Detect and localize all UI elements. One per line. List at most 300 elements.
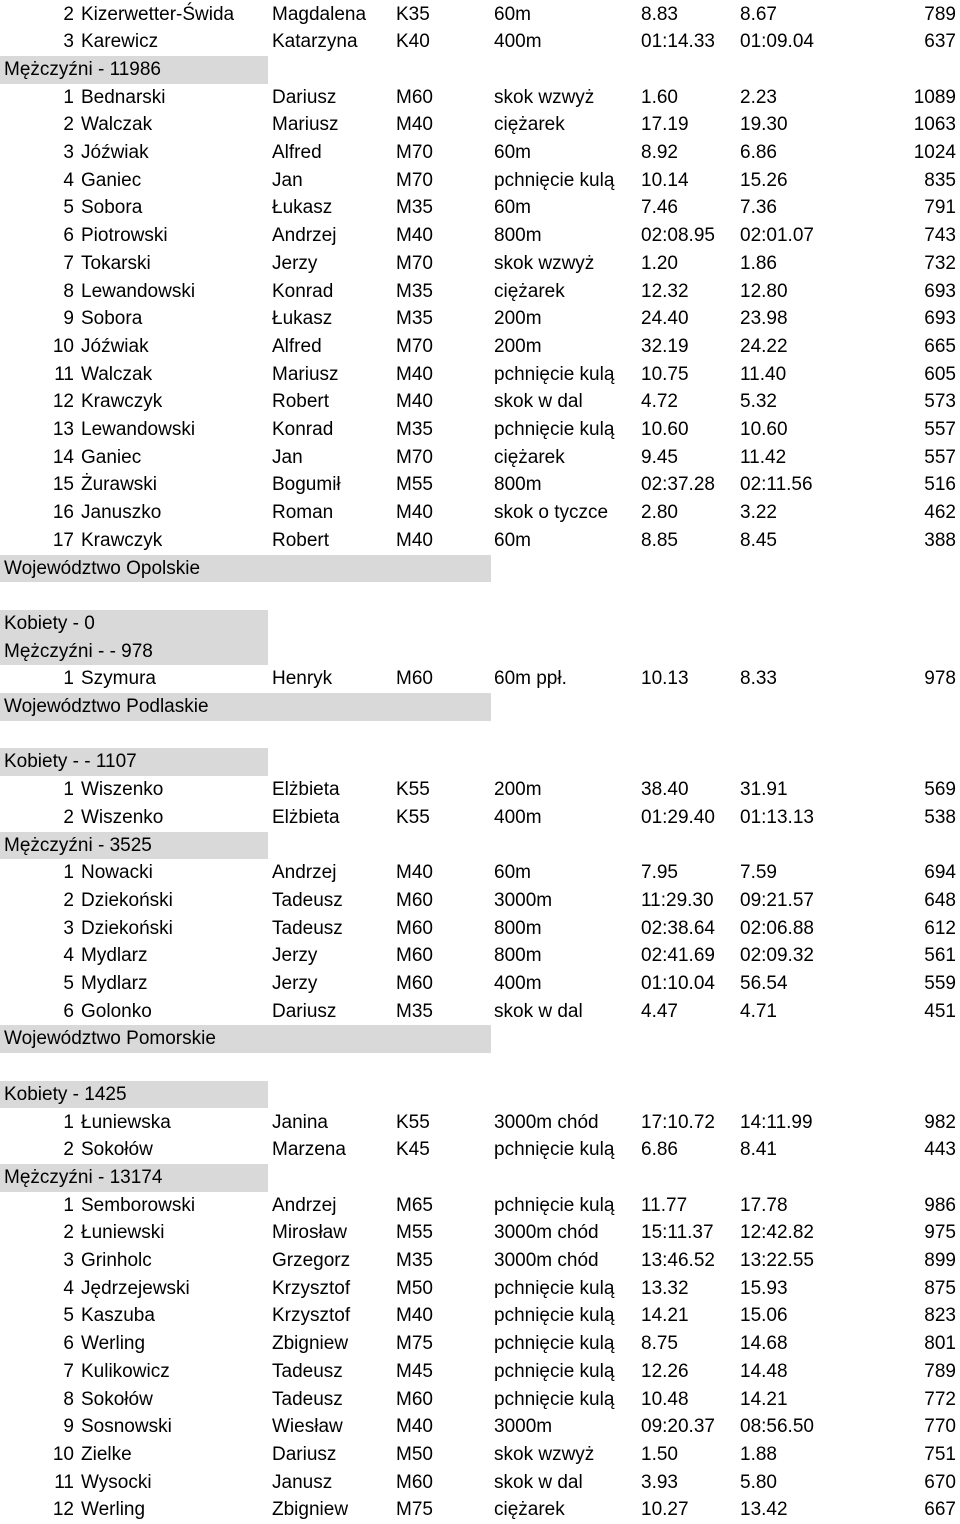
table-row <box>0 250 960 278</box>
rank-number: 16 <box>52 502 74 524</box>
age-graded-result: 02:09.32 <box>740 945 814 967</box>
event-name: pchnięcie kulą <box>494 1360 615 1382</box>
points: 823 <box>924 1305 956 1327</box>
event-name: pchnięcie kulą <box>494 363 615 385</box>
age-graded-result: 14:11.99 <box>740 1111 813 1133</box>
first-name: Tadeusz <box>272 1360 343 1382</box>
rank-number: 17 <box>52 529 74 551</box>
points: 388 <box>924 529 956 551</box>
event-name: 200m <box>494 779 542 801</box>
age-category: M40 <box>396 1416 433 1438</box>
result: 24.40 <box>641 308 689 330</box>
last-name: Żurawski <box>81 474 158 496</box>
group-header <box>0 638 960 666</box>
first-name: Robert <box>272 391 330 413</box>
last-name: Kizerwetter-Świda <box>81 3 235 25</box>
age-graded-result: 6.86 <box>740 142 777 163</box>
table-row <box>0 1413 960 1441</box>
rank-number: 3 <box>63 917 74 939</box>
event-name: 200m <box>494 308 542 330</box>
first-name: Andrzej <box>272 225 337 247</box>
result: 4.72 <box>641 391 678 413</box>
result: 11.77 <box>641 1194 688 1216</box>
last-name: Januszko <box>81 502 162 524</box>
age-graded-result: 2.23 <box>740 86 777 108</box>
result: 10.60 <box>641 419 689 440</box>
table-row <box>0 499 960 527</box>
last-name: Walczak <box>81 363 153 385</box>
table-row <box>0 388 960 416</box>
age-category: M40 <box>396 502 433 524</box>
age-graded-result: 15.26 <box>740 169 788 191</box>
result: 8.83 <box>641 3 678 25</box>
table-row <box>0 1192 960 1220</box>
event-name: 3000m chód <box>494 1222 599 1244</box>
event-name: skok w dal <box>494 391 583 413</box>
rank-number: 9 <box>63 308 74 330</box>
age-graded-result: 8.33 <box>740 668 777 690</box>
rank-number: 3 <box>63 31 74 53</box>
rank-number: 5 <box>63 973 74 994</box>
age-graded-result: 14.21 <box>740 1388 788 1410</box>
event-name: skok w dal <box>494 1471 583 1493</box>
group-label: Mężczyźni - 13174 <box>4 1166 163 1188</box>
result: 17.19 <box>641 114 689 136</box>
first-name: Dariusz <box>272 86 337 108</box>
last-name: Bednarski <box>81 86 166 108</box>
table-row <box>0 84 960 112</box>
age-category: M75 <box>396 1499 433 1521</box>
first-name: Wiesław <box>272 1416 343 1438</box>
region-label: Województwo Opolskie <box>4 557 201 579</box>
event-name: 60m ppł. <box>494 668 567 690</box>
last-name: Golonko <box>81 1000 152 1022</box>
result: 17:10.72 <box>641 1111 715 1133</box>
result: 1.20 <box>641 252 678 274</box>
age-graded-result: 8.41 <box>740 1139 777 1161</box>
points: 743 <box>924 225 956 247</box>
age-graded-result: 31.91 <box>740 779 788 801</box>
age-category: M40 <box>396 529 433 551</box>
first-name: Elżbieta <box>272 779 340 801</box>
rank-number: 8 <box>63 280 74 302</box>
age-category: K40 <box>396 31 430 53</box>
event-name: 400m <box>494 31 542 53</box>
event-name: skok wzwyż <box>494 252 595 274</box>
event-name: skok o tyczce <box>494 502 609 524</box>
points: 875 <box>924 1277 956 1299</box>
table-row <box>0 887 960 915</box>
rank-number: 5 <box>63 197 74 219</box>
blank-row <box>0 721 960 749</box>
age-graded-result: 15.93 <box>740 1277 788 1299</box>
age-category: M60 <box>396 945 433 967</box>
age-graded-result: 17.78 <box>740 1194 788 1216</box>
rank-number: 10 <box>52 1443 74 1465</box>
points: 569 <box>924 779 956 801</box>
result: 6.86 <box>641 1139 678 1161</box>
age-graded-result: 01:13.13 <box>740 806 814 828</box>
age-category: M60 <box>396 86 433 108</box>
points: 1089 <box>913 86 956 108</box>
first-name: Grzegorz <box>272 1250 351 1271</box>
points: 835 <box>924 169 956 191</box>
first-name: Roman <box>272 502 334 524</box>
result: 8.75 <box>641 1333 678 1355</box>
points: 693 <box>924 280 956 302</box>
result: 10.27 <box>641 1499 689 1521</box>
points: 801 <box>924 1333 956 1355</box>
last-name: Łuniewski <box>81 1222 165 1244</box>
result: 02:41.69 <box>641 945 715 967</box>
age-category: M60 <box>396 917 433 939</box>
result: 10.75 <box>641 363 689 385</box>
last-name: Karewicz <box>81 31 159 53</box>
points: 612 <box>924 917 956 939</box>
age-graded-result: 7.59 <box>740 862 777 884</box>
first-name: Krzysztof <box>272 1277 351 1299</box>
table-row <box>0 1247 960 1275</box>
result: 12.32 <box>641 280 689 302</box>
result: 10.14 <box>641 169 689 191</box>
group-label: Kobiety - - 1107 <box>4 751 137 773</box>
rank-number: 5 <box>63 1305 74 1327</box>
table-row <box>0 665 960 693</box>
result: 3.93 <box>641 1471 678 1493</box>
last-name: Mydlarz <box>81 945 148 967</box>
table-row <box>0 1358 960 1386</box>
first-name: Zbigniew <box>272 1499 349 1521</box>
age-graded-result: 19.30 <box>740 114 788 136</box>
first-name: Robert <box>272 529 330 551</box>
age-graded-result: 11.40 <box>740 363 787 385</box>
event-name: pchnięcie kulą <box>494 1333 615 1355</box>
group-label: Mężczyźni - - 978 <box>4 640 153 662</box>
table-row <box>0 970 960 998</box>
points: 665 <box>924 335 956 357</box>
event-name: ciężarek <box>494 114 565 136</box>
age-category: M70 <box>396 446 433 468</box>
rank-number: 14 <box>52 446 74 468</box>
table-row <box>0 942 960 970</box>
age-graded-result: 5.32 <box>740 391 777 413</box>
rank-number: 1 <box>63 1194 74 1216</box>
first-name: Tadeusz <box>272 889 343 911</box>
event-name: 60m <box>494 862 531 884</box>
age-category: M40 <box>396 391 433 413</box>
points: 732 <box>924 252 956 274</box>
result: 1.50 <box>641 1443 678 1465</box>
region-label: Województwo Podlaskie <box>4 696 209 717</box>
age-graded-result: 14.68 <box>740 1333 788 1355</box>
age-graded-result: 7.36 <box>740 197 777 219</box>
points: 538 <box>924 806 956 828</box>
event-name: 400m <box>494 806 542 828</box>
first-name: Alfred <box>272 335 322 357</box>
age-category: M40 <box>396 114 433 136</box>
age-graded-result: 08:56.50 <box>740 1416 814 1438</box>
first-name: Henryk <box>272 668 333 690</box>
last-name: Wiszenko <box>81 806 164 828</box>
age-graded-result: 14.48 <box>740 1360 788 1382</box>
age-category: M40 <box>396 363 433 385</box>
rank-number: 15 <box>52 474 74 496</box>
last-name: Nowacki <box>81 862 153 884</box>
points: 770 <box>924 1416 956 1438</box>
event-name: 800m <box>494 917 542 939</box>
points: 772 <box>924 1388 956 1410</box>
rank-number: 2 <box>63 3 74 25</box>
age-category: M55 <box>396 1222 433 1244</box>
age-category: K45 <box>396 1139 430 1161</box>
result: 01:29.40 <box>641 806 715 828</box>
first-name: Janusz <box>272 1471 333 1493</box>
first-name: Konrad <box>272 419 334 440</box>
event-name: ciężarek <box>494 1499 565 1521</box>
result: 2.80 <box>641 502 678 524</box>
last-name: Dziekoński <box>81 889 173 911</box>
table-row <box>0 333 960 361</box>
rank-number: 1 <box>63 86 74 108</box>
table-row <box>0 1441 960 1469</box>
result: 7.95 <box>641 862 678 884</box>
last-name: Kulikowicz <box>81 1360 170 1382</box>
result: 8.92 <box>641 142 678 163</box>
table-row <box>0 1109 960 1137</box>
result: 01:14.33 <box>641 31 715 53</box>
group-header <box>0 832 960 860</box>
last-name: Jóźwiak <box>81 335 149 357</box>
age-category: M40 <box>396 862 433 884</box>
rank-number: 8 <box>63 1388 74 1410</box>
event-name: 3000m chód <box>494 1111 599 1133</box>
age-category: M60 <box>396 889 433 911</box>
last-name: Tokarski <box>81 252 151 274</box>
age-graded-result: 8.67 <box>740 3 777 25</box>
table-row <box>0 915 960 943</box>
age-category: M40 <box>396 1305 433 1327</box>
age-graded-result: 02:06.88 <box>740 917 814 939</box>
group-label: Kobiety - 1425 <box>4 1083 127 1105</box>
age-graded-result: 1.88 <box>740 1443 777 1465</box>
age-category: M70 <box>396 252 433 274</box>
last-name: Kaszuba <box>81 1305 155 1327</box>
points: 1063 <box>913 114 956 136</box>
group-label: Mężczyźni - 3525 <box>4 834 152 856</box>
rank-number: 1 <box>63 668 74 690</box>
age-category: M35 <box>396 280 433 302</box>
age-category: K55 <box>396 1111 430 1133</box>
table-row <box>0 28 960 56</box>
table-row <box>0 471 960 499</box>
rank-number: 12 <box>52 1499 74 1521</box>
age-graded-result: 10.60 <box>740 419 788 440</box>
region-header <box>0 693 960 721</box>
event-name: pchnięcie kulą <box>494 169 615 191</box>
first-name: Tadeusz <box>272 917 343 939</box>
event-name: pchnięcie kulą <box>494 1139 615 1161</box>
first-name: Konrad <box>272 280 334 302</box>
age-graded-result: 24.22 <box>740 335 788 357</box>
first-name: Andrzej <box>272 1194 337 1216</box>
event-name: 60m <box>494 142 531 163</box>
points: 557 <box>924 419 956 440</box>
event-name: pchnięcie kulą <box>494 419 615 440</box>
points: 443 <box>924 1139 956 1161</box>
rank-number: 3 <box>63 1250 74 1271</box>
age-graded-result: 15.06 <box>740 1305 788 1327</box>
table-row <box>0 1469 960 1497</box>
group-label: Kobiety - 0 <box>4 612 95 634</box>
last-name: Lewandowski <box>81 280 196 302</box>
event-name: 3000m <box>494 1416 553 1438</box>
age-category: M35 <box>396 197 433 219</box>
result: 1.60 <box>641 86 678 108</box>
table-row <box>0 776 960 804</box>
result: 02:38.64 <box>641 917 715 939</box>
points: 978 <box>924 668 956 690</box>
rank-number: 4 <box>63 169 74 191</box>
rank-number: 9 <box>63 1416 74 1438</box>
first-name: Zbigniew <box>272 1333 349 1355</box>
first-name: Mariusz <box>272 114 339 136</box>
first-name: Mirosław <box>272 1222 347 1244</box>
result: 10.13 <box>641 668 689 690</box>
rank-number: 6 <box>63 1333 74 1355</box>
result: 15:11.37 <box>641 1222 714 1244</box>
region-header <box>0 1025 960 1053</box>
event-name: pchnięcie kulą <box>494 1388 615 1410</box>
first-name: Tadeusz <box>272 1388 343 1410</box>
last-name: Werling <box>81 1499 146 1521</box>
age-graded-result: 02:01.07 <box>740 225 814 247</box>
rank-number: 2 <box>63 1222 74 1244</box>
points: 573 <box>924 391 956 413</box>
age-graded-result: 3.22 <box>740 502 777 524</box>
table-row <box>0 1 960 29</box>
group-label: Mężczyźni - 11986 <box>4 58 161 80</box>
age-category: K35 <box>396 3 430 25</box>
last-name: Wiszenko <box>81 779 164 801</box>
last-name: Łuniewska <box>81 1111 171 1133</box>
rank-number: 11 <box>54 363 74 385</box>
points: 559 <box>924 973 956 994</box>
first-name: Alfred <box>272 142 322 163</box>
event-name: 400m <box>494 973 542 994</box>
last-name: Ganiec <box>81 446 142 468</box>
event-name: pchnięcie kulą <box>494 1277 615 1299</box>
points: 561 <box>924 945 956 967</box>
last-name: Jędrzejewski <box>81 1277 190 1299</box>
last-name: Walczak <box>81 114 153 136</box>
first-name: Katarzyna <box>272 31 358 53</box>
age-graded-result: 12:42.82 <box>740 1222 814 1244</box>
event-name: 800m <box>494 474 542 496</box>
first-name: Elżbieta <box>272 806 340 828</box>
age-category: M60 <box>396 973 433 994</box>
first-name: Jan <box>272 446 303 468</box>
first-name: Jan <box>272 169 303 191</box>
first-name: Janina <box>272 1111 328 1133</box>
rank-number: 2 <box>63 1139 74 1161</box>
rank-number: 1 <box>63 779 74 801</box>
age-category: M35 <box>396 419 433 440</box>
table-row <box>0 139 960 167</box>
event-name: pchnięcie kulą <box>494 1194 615 1216</box>
rank-number: 2 <box>63 889 74 911</box>
rank-number: 11 <box>54 1471 74 1493</box>
points: 789 <box>924 1360 956 1382</box>
result: 7.46 <box>641 197 678 219</box>
last-name: Piotrowski <box>81 225 168 247</box>
group-header <box>0 610 960 638</box>
age-graded-result: 4.71 <box>740 1000 777 1022</box>
last-name: Lewandowski <box>81 419 196 440</box>
last-name: Sokołów <box>81 1388 153 1410</box>
group-header <box>0 748 960 776</box>
table-row <box>0 278 960 306</box>
rank-number: 12 <box>52 391 74 413</box>
result: 8.85 <box>641 529 678 551</box>
event-name: 800m <box>494 945 542 967</box>
age-category: M45 <box>396 1360 433 1382</box>
last-name: Werling <box>81 1333 146 1355</box>
age-graded-result: 13.42 <box>740 1499 788 1521</box>
points: 637 <box>924 31 956 53</box>
age-graded-result: 1.86 <box>740 252 777 274</box>
age-category: M35 <box>396 308 433 330</box>
age-graded-result: 01:09.04 <box>740 31 814 53</box>
points: 751 <box>924 1443 956 1465</box>
event-name: 60m <box>494 3 531 25</box>
event-name: 800m <box>494 225 542 247</box>
last-name: Krawczyk <box>81 529 163 551</box>
first-name: Jerzy <box>272 945 318 967</box>
age-graded-result: 56.54 <box>740 973 788 994</box>
last-name: Sobora <box>81 308 143 330</box>
region-label: Województwo Pomorskie <box>4 1028 216 1050</box>
age-category: M70 <box>396 335 433 357</box>
result: 10.48 <box>641 1388 689 1410</box>
rank-number: 3 <box>63 142 74 163</box>
rank-number: 1 <box>63 862 74 884</box>
event-name: 60m <box>494 529 531 551</box>
blank-row <box>0 1053 960 1081</box>
age-category: M35 <box>396 1250 433 1271</box>
rank-number: 6 <box>63 225 74 247</box>
points: 1024 <box>913 142 956 163</box>
result: 12.26 <box>641 1360 689 1382</box>
points: 982 <box>924 1111 956 1133</box>
first-name: Łukasz <box>272 197 333 219</box>
points: 451 <box>924 1000 956 1022</box>
rank-number: 4 <box>63 945 74 967</box>
event-name: 60m <box>494 197 531 219</box>
group-header <box>0 56 960 84</box>
event-name: ciężarek <box>494 280 565 302</box>
event-name: skok w dal <box>494 1000 583 1022</box>
result: 02:37.28 <box>641 474 715 496</box>
age-graded-result: 5.80 <box>740 1471 777 1493</box>
first-name: Andrzej <box>272 862 337 884</box>
table-row <box>0 998 960 1026</box>
points: 986 <box>924 1194 956 1216</box>
last-name: Zielke <box>81 1443 132 1465</box>
first-name: Dariusz <box>272 1443 337 1465</box>
last-name: Semborowski <box>81 1194 196 1216</box>
age-category: M70 <box>396 169 433 191</box>
group-header <box>0 1081 960 1109</box>
